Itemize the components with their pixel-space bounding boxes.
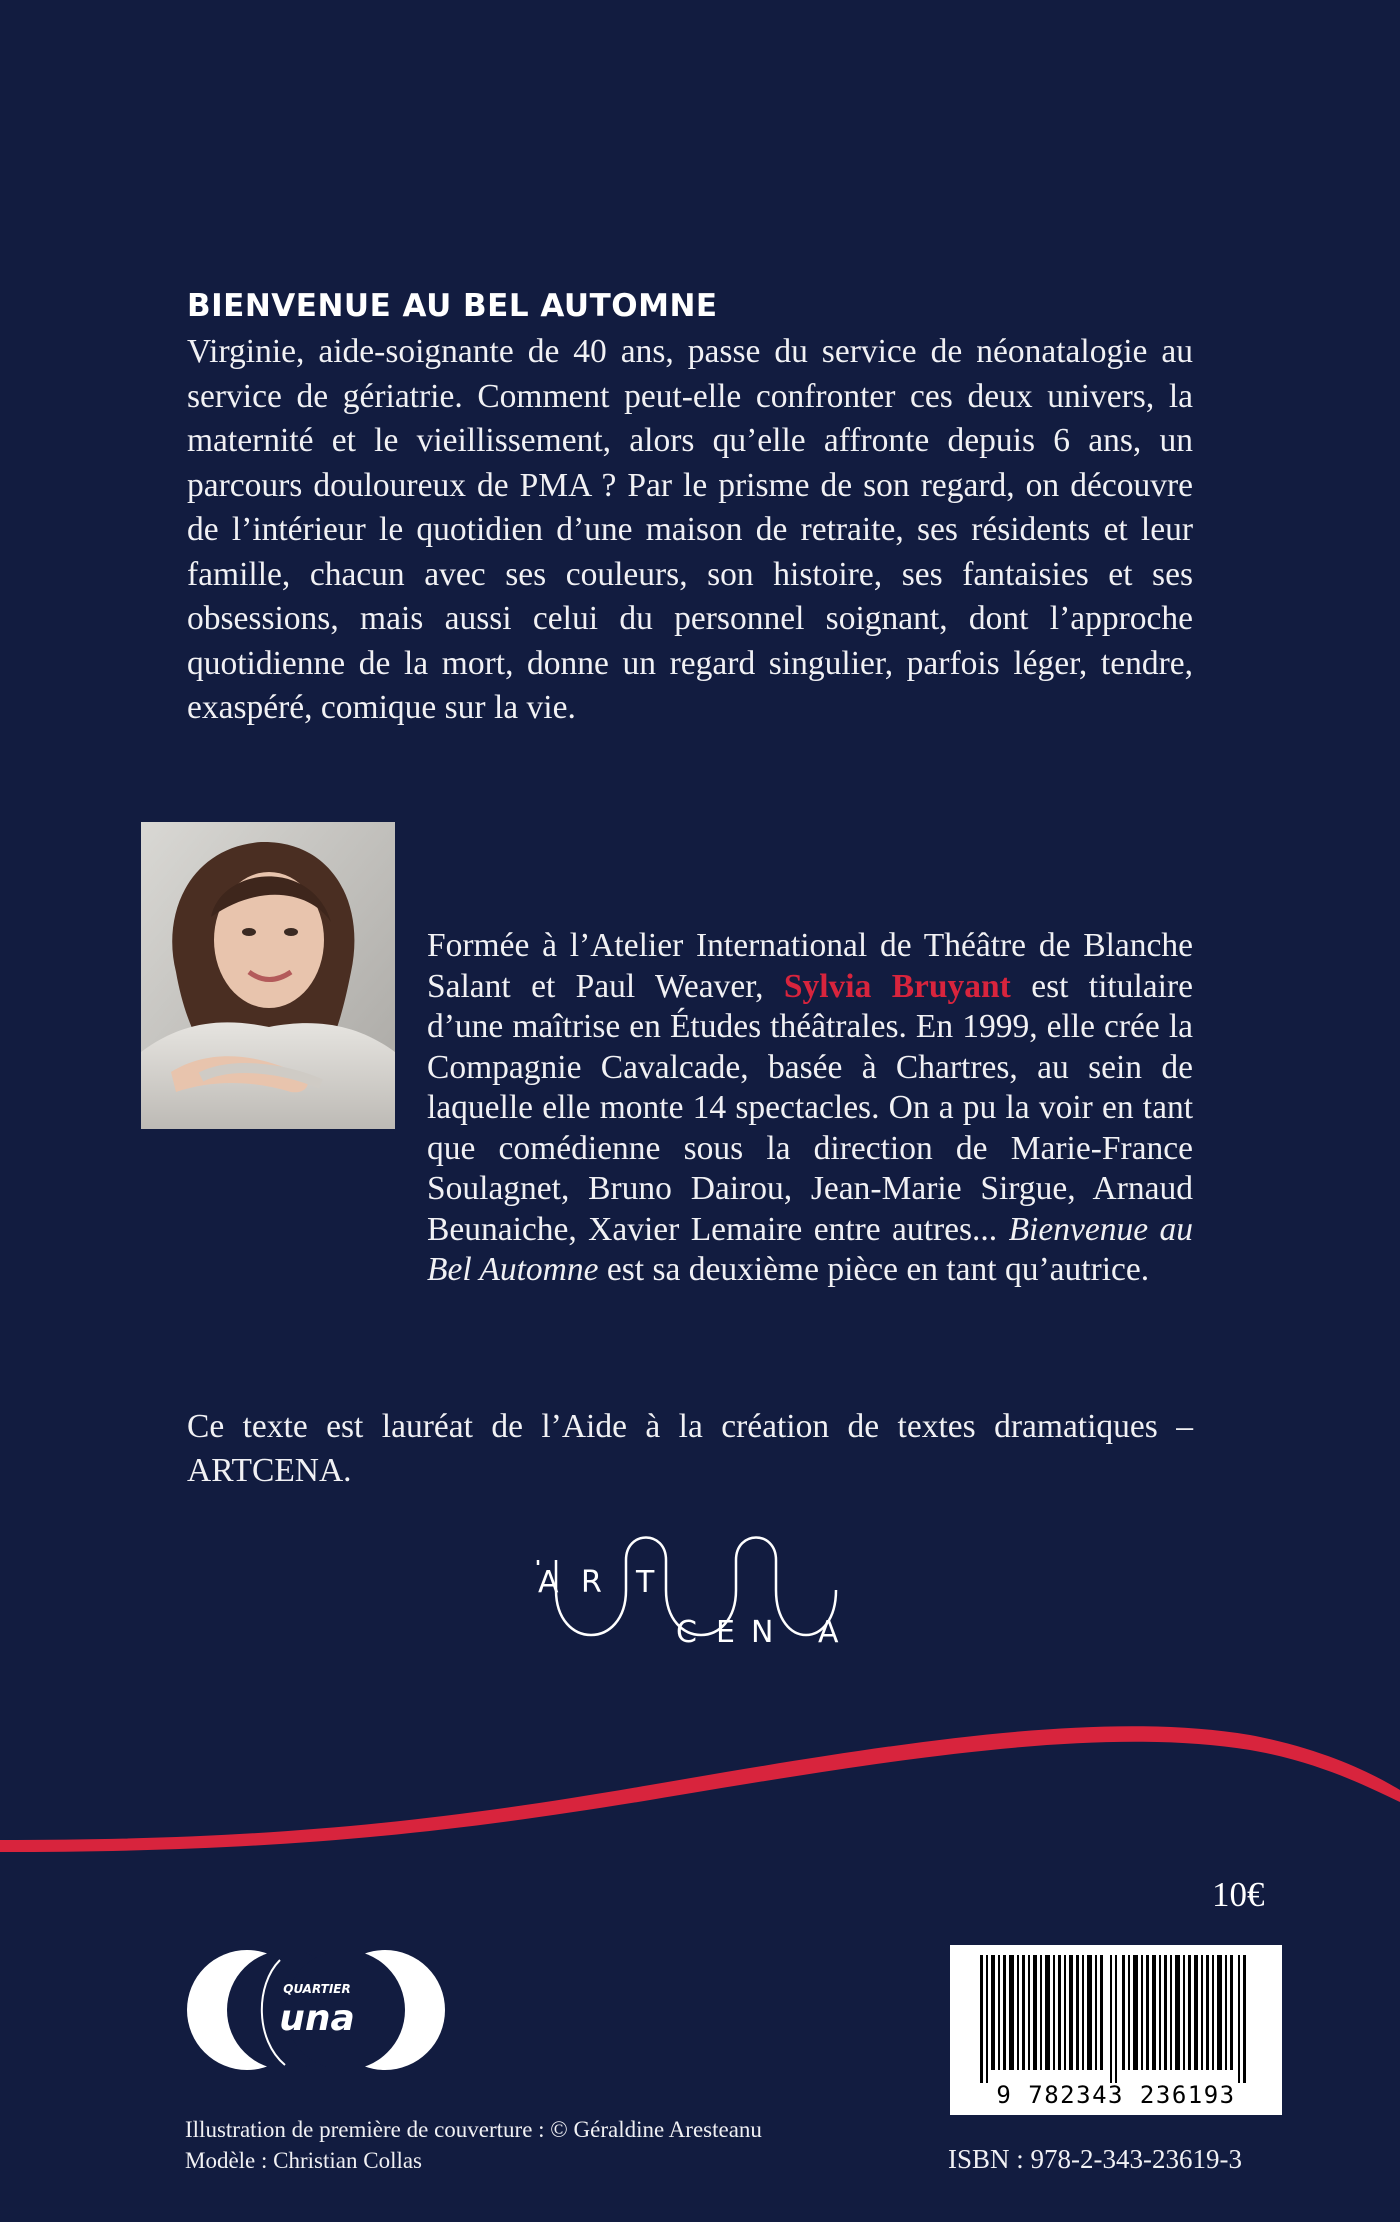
artcena-letter-r: R [581, 1565, 602, 1600]
artcena-letter-e: E [716, 1615, 735, 1650]
bio-ending: est sa deuxième pièce en tant qu’autrice. [606, 1251, 1150, 1288]
bio-intro: Formée à l’Atelier International de Théâtre de Blanche Salant et Paul Weaver, [427, 927, 1193, 1005]
publisher-word-quartier: QUARTIER [283, 1982, 351, 1996]
author-biography [187, 926, 1193, 1291]
credit-model: Modèle : Christian Collas [185, 2148, 423, 2173]
artcena-letter-a1: A [538, 1565, 559, 1600]
synopsis-text: Virginie, aide-soignante de 40 ans, passe du service de néonatalogie au service de gériatrie. Comment peut-elle confronter ces deux univers, la maternité et le vieillissement, alors qu’elle affronte depuis 6 ans, un parcours douloureux de PMA ? Par le prisme de son regard, on découvre de l’intérieur le quotidien d’une maison de retraite, ses résidents et leur famille, chacun avec ses couleurs, son histoire, ses fantaisies et ses obsessions, mais aussi celui du personnel soignant, dont l’approche quotidienne de la mort, donne un regard singulier, parfois léger, tendre, exaspéré, comique sur la vie. [187, 333, 1193, 726]
bio-book-title: Bienvenue au Bel Automne [427, 1210, 1193, 1288]
isbn: ISBN : 978-2-343-23619-3 [948, 2144, 1242, 2174]
book-title-heading: BIENVENUE AU BEL AUTOMNE [187, 288, 718, 324]
barcode [950, 1945, 1282, 2115]
artcena-letter-c: C [676, 1615, 697, 1650]
artcena-logo [536, 1530, 852, 1670]
author-name: Sylvia Bruyant [783, 967, 1011, 1005]
cover-credits [185, 2114, 762, 2176]
red-wave-divider [0, 1700, 1400, 1860]
award-text: Ce texte est lauréat de l’Aide à la création de textes dramatiques – ARTCENA. [187, 1408, 1193, 1489]
artcena-letter-n: N [751, 1615, 774, 1650]
artcena-letter-t: T [636, 1565, 655, 1600]
publisher-logo [185, 1945, 445, 2075]
credit-illustration: Illustration de première de couverture : © Géraldine Aresteanu [185, 2117, 762, 2142]
barcode-digits: 9 782343 236193 [996, 2081, 1236, 2109]
publisher-word-una: una [279, 1998, 355, 2039]
bio-middle: est titulaire d’une maîtrise en Études théâtrales. En 1999, elle crée la Compagnie Cavalcade, basée à Chartres, au sein de laquelle elle monte 14 spectacles. On a pu la voir en tant que comédienne sous la direction de Marie-France Soulagnet, Bruno Dairou, Jean-Marie Sirgue, Arnaud Beunaiche, Xavier Lemaire entre autres... [427, 967, 1193, 1248]
artcena-letter-a2: A [818, 1615, 839, 1650]
bio-paragraph [187, 926, 1193, 1291]
price: 10€ [1212, 1875, 1265, 1914]
